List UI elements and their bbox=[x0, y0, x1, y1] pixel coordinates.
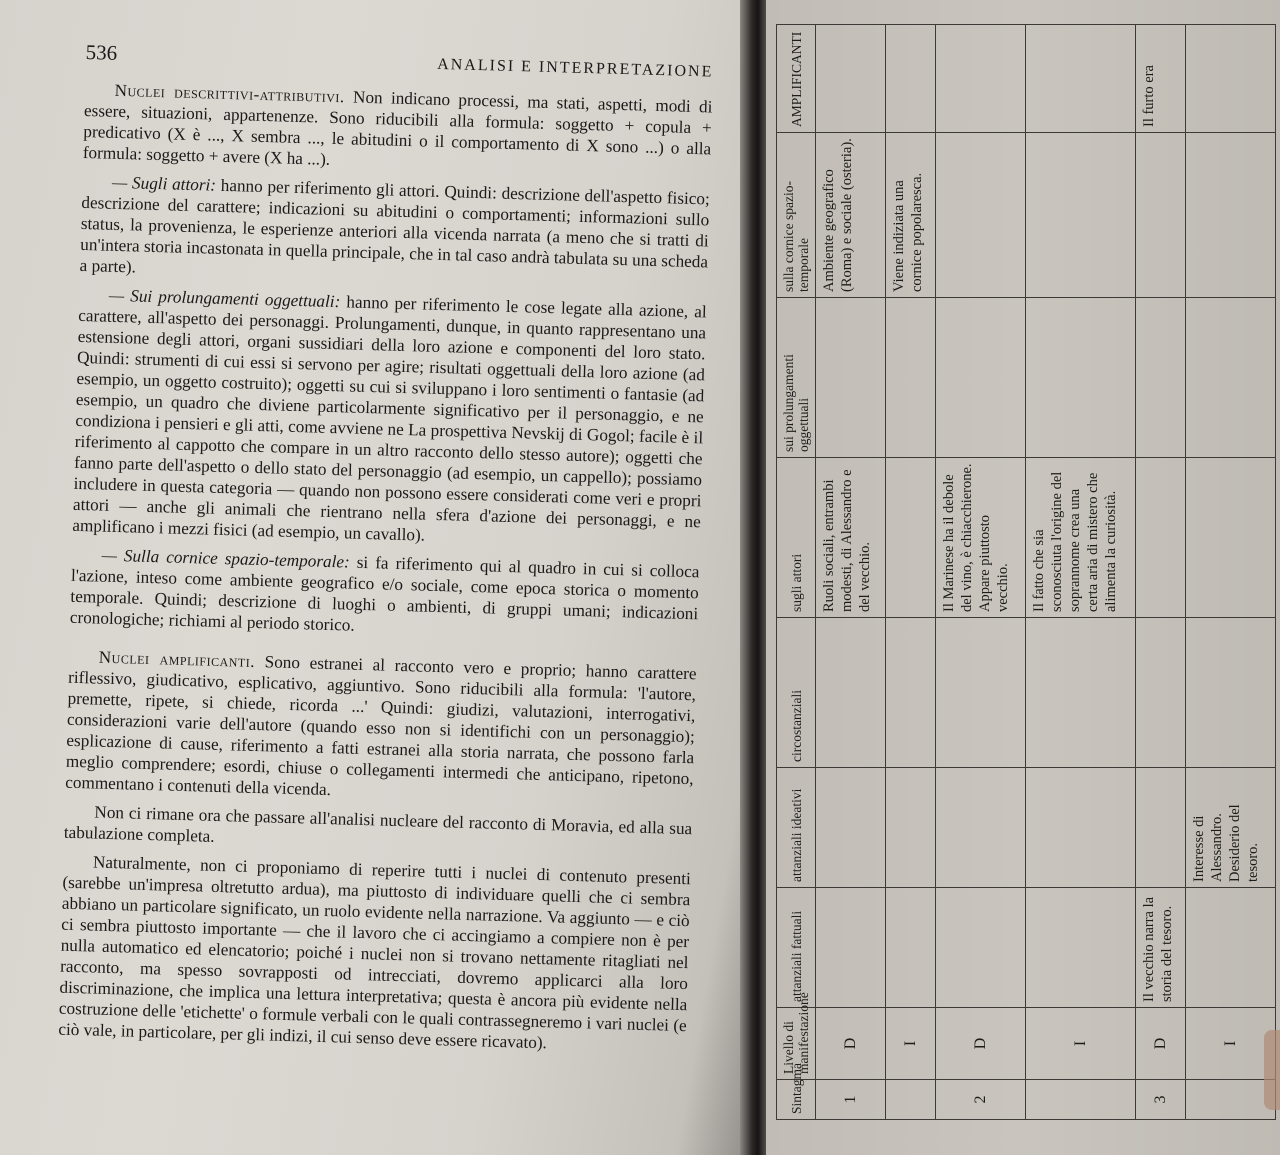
running-title: ANALISI E INTERPRETAZIONE bbox=[436, 55, 714, 81]
cell-sintagma bbox=[1186, 1080, 1276, 1120]
cell-ideativi bbox=[886, 768, 936, 888]
cell-ideativi: Interesse di Alessandro. Desiderio del tesoro. bbox=[1186, 768, 1276, 888]
cell-livello: I bbox=[886, 1008, 936, 1080]
cell-cornice bbox=[1026, 133, 1136, 298]
finger-edge bbox=[1264, 1030, 1280, 1110]
page-header bbox=[85, 40, 713, 83]
cell-fattuali bbox=[816, 888, 886, 1008]
cell-fattuali bbox=[886, 888, 936, 1008]
right-page bbox=[766, 0, 1280, 1155]
cell-livello: I bbox=[1026, 1008, 1136, 1080]
cell-amplificanti: Il furto era bbox=[1136, 25, 1186, 133]
cell-attori bbox=[1186, 458, 1276, 618]
subheading: — Sugli attori: bbox=[111, 172, 217, 195]
cell-circostanziali bbox=[936, 618, 1026, 768]
page-number: 536 bbox=[85, 40, 118, 65]
cell-circostanziali bbox=[886, 618, 936, 768]
cell-prolungamenti bbox=[936, 298, 1026, 458]
header-cell: attanziali fattuali bbox=[777, 888, 816, 1008]
cell-amplificanti bbox=[1026, 25, 1136, 133]
table-row bbox=[936, 25, 1026, 1120]
cell-amplificanti bbox=[1186, 25, 1276, 133]
cell-ideativi bbox=[1026, 768, 1136, 888]
cell-amplificanti bbox=[936, 25, 1026, 133]
section-heading: Nuclei descrittivi-attributivi. bbox=[114, 80, 346, 107]
cell-cornice bbox=[1186, 133, 1276, 298]
cell-amplificanti bbox=[816, 25, 886, 133]
table-header-row bbox=[777, 25, 816, 1120]
cell-sintagma: 3 bbox=[1136, 1080, 1186, 1120]
cell-attori bbox=[1136, 458, 1186, 618]
cell-sintagma bbox=[886, 1080, 936, 1120]
cell-ideativi bbox=[816, 768, 886, 888]
table-row bbox=[816, 25, 886, 1120]
cell-circostanziali bbox=[1026, 618, 1136, 768]
cell-fattuali bbox=[1026, 888, 1136, 1008]
cell-circostanziali bbox=[1136, 618, 1186, 768]
cell-attori: Ruoli sociali, entrambi modesti, di Alessandro e del vecchio. bbox=[816, 458, 886, 618]
paragraph-moravia: Non ci rimane ora che passare all'analisi nucleare del racconto di Moravia, ed alla sua tabulazione completa. bbox=[63, 802, 693, 846]
cell-attori: Il Marinese ha il debole del vino, è chiacchierone. Appare piuttosto vecchio. bbox=[936, 458, 1026, 618]
cell-attori bbox=[886, 458, 936, 618]
header-cell: Livello di manifestazione bbox=[777, 1008, 816, 1080]
paragraph-naturalmente: Naturalmente, non ci proponiamo di reperire tutti i nuclei di contenuto presenti (sarebbe un'impresa oltretutto ardua), ma piuttosto di individuare quelli che ci sembra abbiano un particolare significato, un ruolo evidente nella narrazione. Va aggiunto — e ciò ci sembra piuttosto importante — che il lavoro che ci accingiamo a compiere non è per nulla automatico ed elencatorio; poiché i nuclei non si trovano nettamente ritagliati nel racconto, ma spesso sovrapposti od intrecciati, dovremo applicarci alla loro discriminazione, che implica una lettura interpretativa; questa è ancora più evidente nella costruzione delle 'etichette' o formule verbali con le quali contrassegneremo i vari nuclei (e ciò vale, in particolare, per gli indizi, il cui senso deve essere ricavato). bbox=[58, 852, 692, 1053]
cell-ideativi bbox=[1136, 768, 1186, 888]
cell-livello: D bbox=[1136, 1008, 1186, 1080]
cell-livello: I bbox=[1186, 1008, 1276, 1080]
paragraph-cornice: — Sulla cornice spazio-temporale: si fa riferimento qui al quadro in cui si colloca l'azione, inteso come ambiente geografico e/o sociale, come epoca storica o momento temporale. Quindi; descrizione di luoghi o ambienti, di gruppi umani; indicazioni cronologiche; richiami al periodo storico. bbox=[69, 545, 700, 635]
cell-prolungamenti bbox=[816, 298, 886, 458]
cell-cornice: Viene indiziata una cornice popolaresca. bbox=[886, 133, 936, 298]
cell-prolungamenti bbox=[1186, 298, 1276, 458]
header-cell: attanziali ideativi bbox=[777, 768, 816, 888]
subheading: — Sulla cornice spazio-temporale: bbox=[101, 545, 351, 572]
table-row bbox=[1026, 25, 1136, 1120]
rotated-table bbox=[776, 25, 1276, 1120]
cell-sintagma: 1 bbox=[816, 1080, 886, 1120]
cell-amplificanti bbox=[886, 25, 936, 133]
cell-attori: Il fatto che sia sconosciuta l'origine del soprannome crea una certa aria di mistero che alimenta la curiosità. bbox=[1026, 458, 1136, 618]
cell-prolungamenti bbox=[1026, 298, 1136, 458]
cell-ideativi bbox=[936, 768, 1026, 888]
header-cell: sugli attori bbox=[777, 458, 816, 618]
header-cell: circostanziali bbox=[777, 618, 816, 768]
cell-circostanziali bbox=[816, 618, 886, 768]
cell-fattuali bbox=[936, 888, 1026, 1008]
table-row bbox=[1136, 25, 1186, 1120]
paragraph-amplificanti: Nuclei amplificanti. Sono estranei al racconto vero e proprio; hanno carattere riflessivo, giudicativo, esplicativo, aggiuntivo. Sono riducibili alla formula: 'l'autore, premette, ripete, si chiede, ricorda ...' Quindi: giudizi, valutazioni, interrogativi, considerazioni varie dell'autore (quando esso non si identifichi con un personaggio); esplicazione di cause, riferimento a fatti estranei alla storia narrata, che possono farla meglio comprendere; esordi, chiuse o collegamenti intermedi che anticipano, ripetono, commentano i contenuti della vicenda. bbox=[65, 647, 697, 800]
cell-sintagma bbox=[1026, 1080, 1136, 1120]
header-cell: Sintagma bbox=[777, 1080, 816, 1120]
cell-fattuali: Il vecchio narra la storia del tesoro. bbox=[1136, 888, 1186, 1008]
paragraph-sugli-attori: — Sugli attori: hanno per riferimento gli attori. Quindi: descrizione dell'aspetto fisico; descrizione del carattere; indicazioni su abitudini o comportamenti; informazioni sullo status, la provenienza, le esperienze anteriori alla vicenda narrata (a meno che si tratti di un'intera storia incastonata in quella principale, che in tal caso andrà tabulata su una scheda a parte). bbox=[79, 172, 711, 277]
cell-cornice bbox=[936, 133, 1026, 298]
header-cell: AMPLIFICANTI bbox=[777, 25, 816, 133]
cell-cornice: Ambiente geografico (Roma) e sociale (osteria). bbox=[816, 133, 886, 298]
paragraph-descrittivi: Nuclei descrittivi-attributivi. Non indicano processi, ma stati, aspetti, modi di essere, situazioni, appartenenze. Sono riducibili alla formula: soggetto + copula + predicativo (X è ..., X sembra ..., le abitudini o il comportamento di X sono ...) o alla formula: soggetto + avere (X ha ...). bbox=[82, 80, 713, 169]
cell-prolungamenti bbox=[886, 298, 936, 458]
cell-livello: D bbox=[816, 1008, 886, 1080]
cell-livello: D bbox=[936, 1008, 1026, 1080]
cell-prolungamenti bbox=[1136, 298, 1186, 458]
subheading: — Sui prolungamenti oggettuali: bbox=[108, 285, 341, 312]
cell-circostanziali bbox=[1186, 618, 1276, 768]
table-row bbox=[1186, 25, 1276, 1120]
cell-sintagma: 2 bbox=[936, 1080, 1026, 1120]
table-row bbox=[886, 25, 936, 1120]
section-heading: Nuclei amplificanti. bbox=[98, 647, 256, 671]
cell-cornice bbox=[1136, 133, 1186, 298]
header-cell: sulla cornice spazio-temporale bbox=[777, 133, 816, 298]
cell-fattuali bbox=[1186, 888, 1276, 1008]
paragraph-prolungamenti: — Sui prolungamenti oggettuali: hanno per riferimento le cose legate alla azione, al carattere, all'aspetto dei personaggi. Prolungamenti, dunque, in quanto rappresentano una estensione degli attori, organi sussidiari della loro azione e componenti del loro stato. Quindi: strumenti di cui essi si servono per agire; risultati oggettuali della loro azione (ad esempio, un oggetto costruito); oggetti su cui si sviluppano i loro sentimenti o fantasie (ad esempio, un quadro che diviene particolarmente significativo per il personaggio, e ne condiziona i pensieri e gli atti, come avviene ne La prospettiva Nevskij di Gogol; facile è il riferimento al cappotto che compare in un altro racconto dello stesso autore); oggetti che fanno parte dell'aspetto o dello stato del personaggio (ad esempio, un cappello); possiamo includere in questa categoria — quando non possono essere considerati come veri e propri attori — anche gli animali che rientrano nella sfera d'azione dei personaggi, e ne amplificano i mezzi fisici (ad esempio, un cavallo). bbox=[72, 285, 707, 545]
header-cell: sui prolungamenti oggettuali bbox=[777, 298, 816, 458]
page-text bbox=[58, 40, 714, 1065]
nuclei-table bbox=[776, 24, 1276, 1120]
